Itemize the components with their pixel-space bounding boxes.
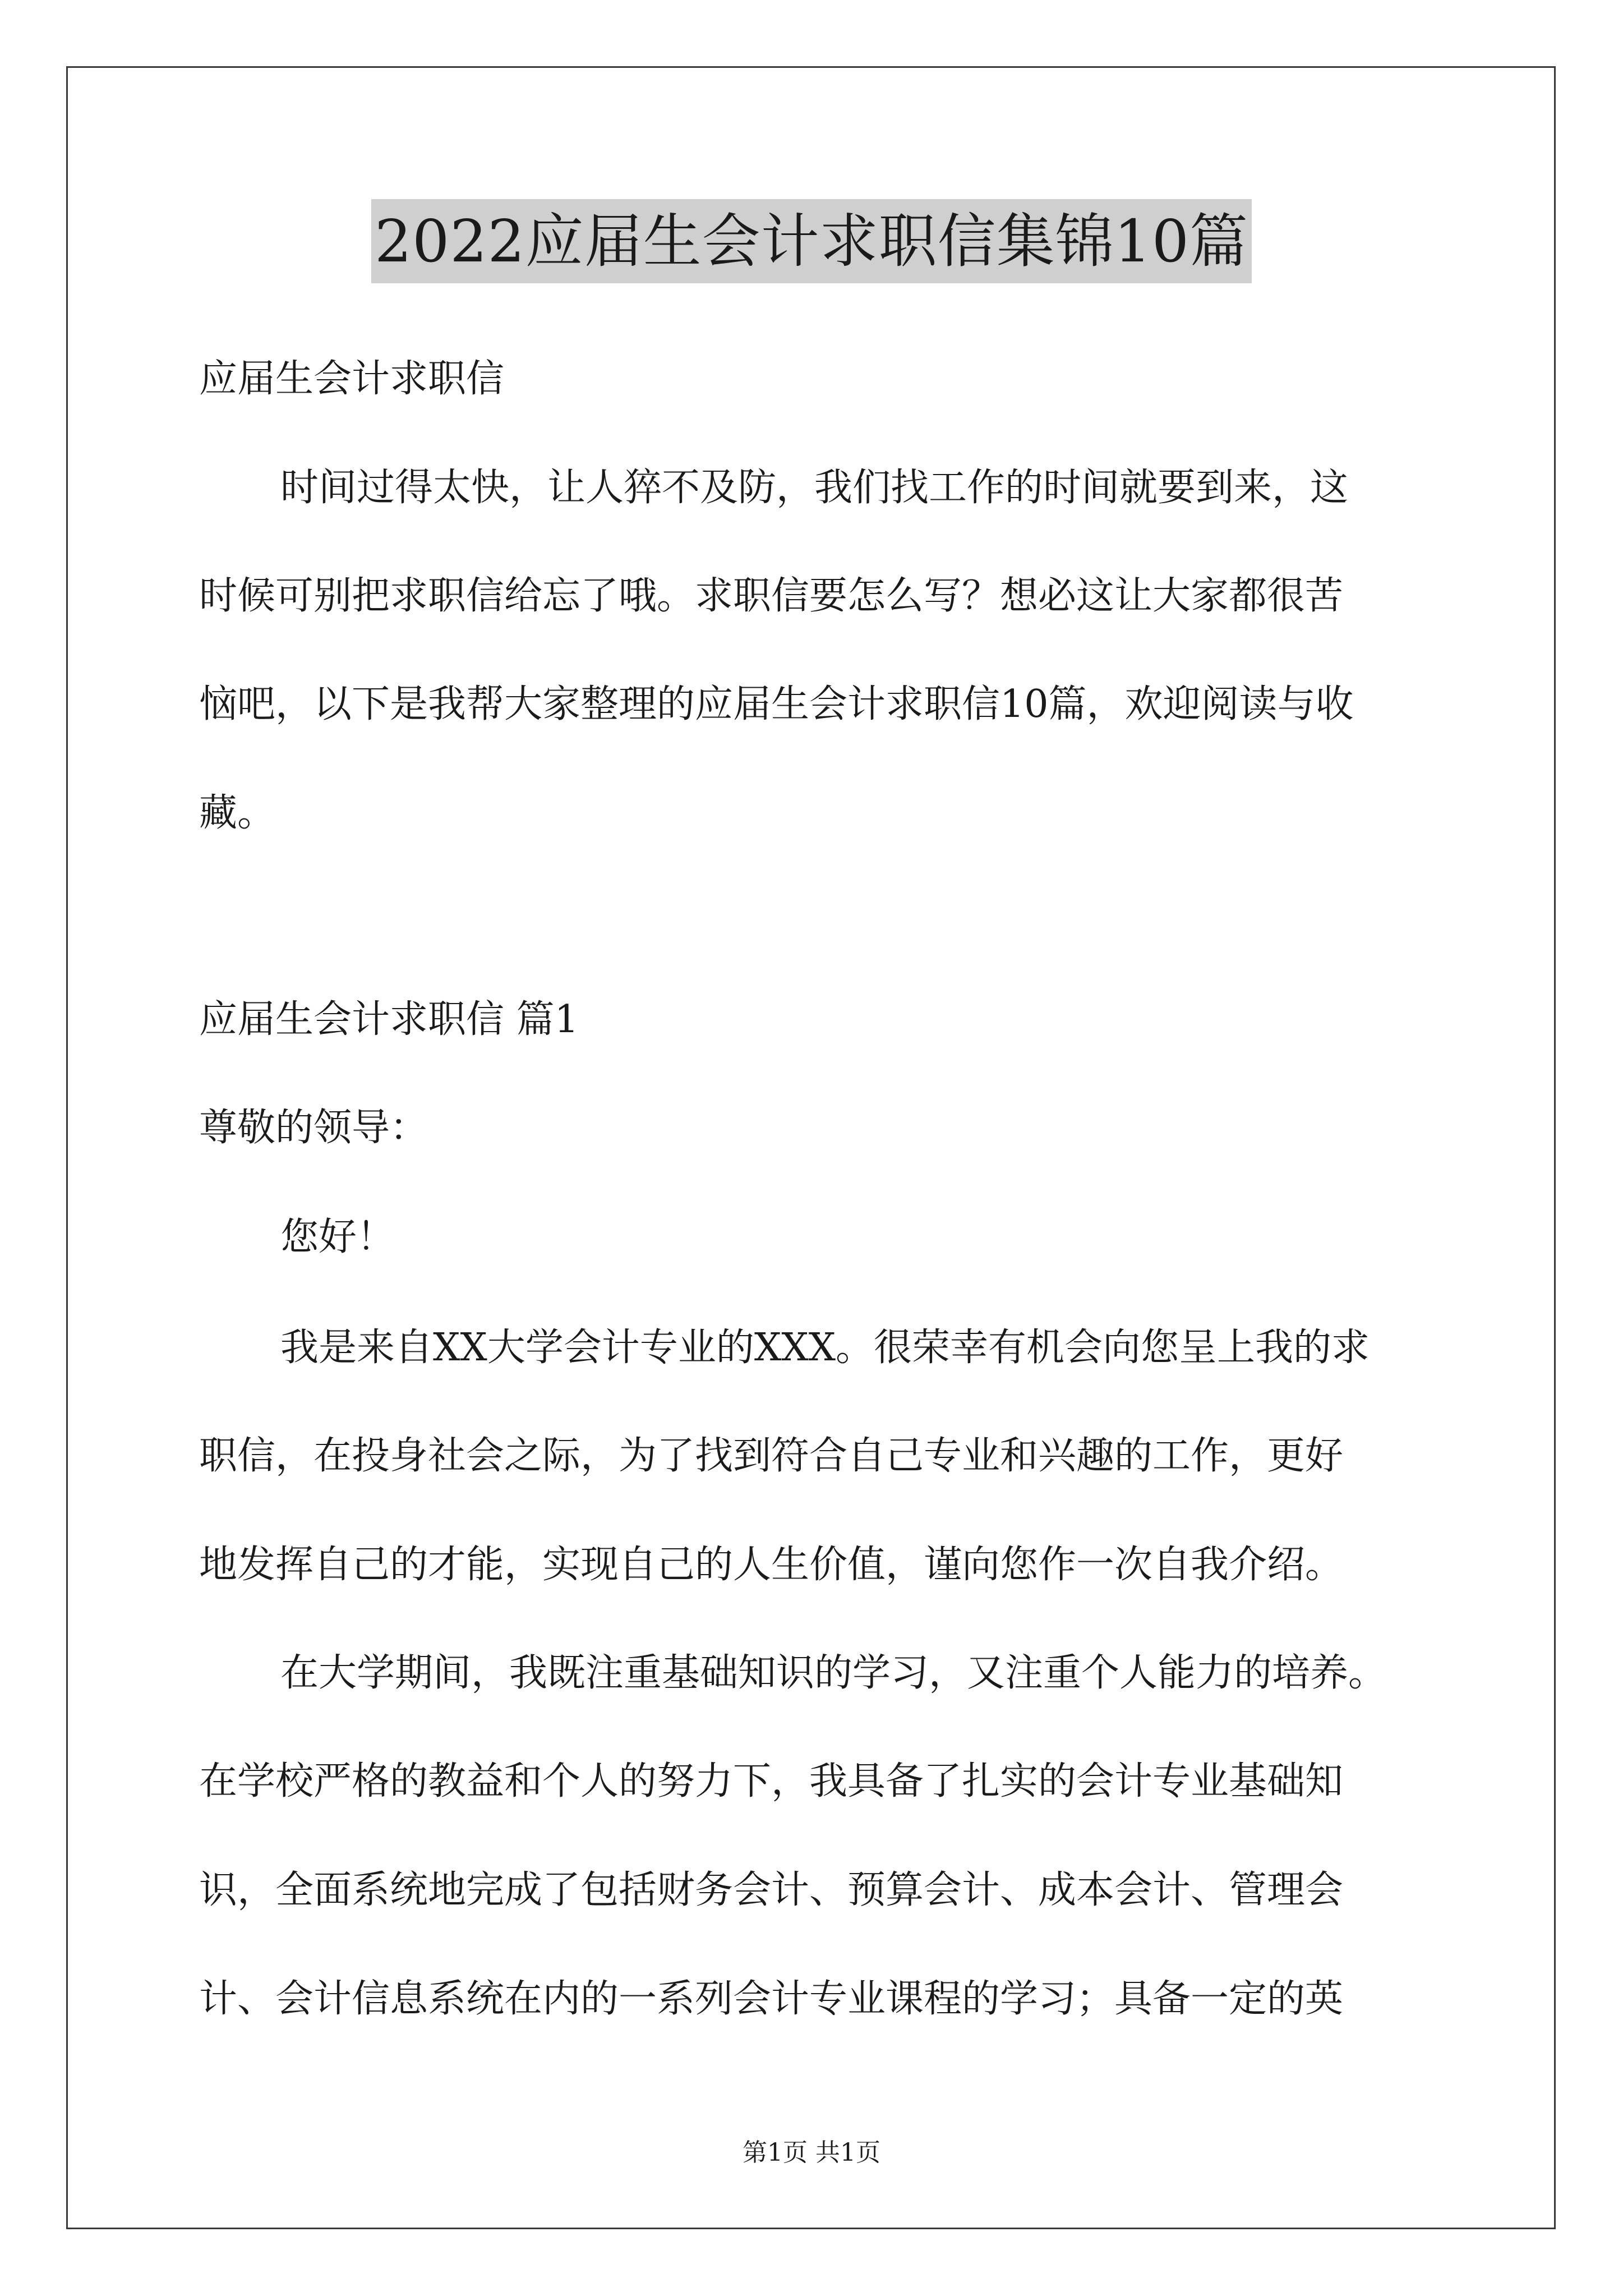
greeting: 您好！ xyxy=(280,1215,395,1259)
intro-paragraph-line: 恼吧，以下是我帮大家整理的应届生会计求职信10篇，欢迎阅读与收 xyxy=(199,682,1354,726)
body-paragraph-line: 我是来自XX大学会计专业的XXX。很荣幸有机会向您呈上我的求 xyxy=(280,1326,1370,1370)
body-paragraph-line: 识，全面系统地完成了包括财务会计、预算会计、成本会计、管理会 xyxy=(199,1868,1344,1912)
intro-paragraph-line: 时候可别把求职信给忘了哦。求职信要怎么写？想必这让大家都很苦 xyxy=(199,574,1344,618)
section-heading: 应届生会计求职信 篇1 xyxy=(199,997,579,1042)
salutation: 尊敬的领导： xyxy=(199,1106,428,1150)
intro-paragraph-line: 时间过得太快，让人猝不及防，我们找工作的时间就要到来，这 xyxy=(280,466,1349,510)
body-paragraph-line: 在学校严格的教益和个人的努力下，我具备了扎实的会计专业基础知 xyxy=(199,1759,1344,1803)
body-paragraph-line: 地发挥自己的才能，实现自己的人生价值，谨向您作一次自我介绍。 xyxy=(199,1543,1344,1587)
intro-paragraph-line: 藏。 xyxy=(199,791,276,835)
body-paragraph-line: 计、会计信息系统在内的一系列会计专业课程的学习；具备一定的英 xyxy=(199,1977,1344,2021)
page-footer: 第1页 共1页 xyxy=(743,2138,880,2167)
intro-heading: 应届生会计求职信 xyxy=(199,357,505,401)
title-container xyxy=(0,199,1623,283)
document-title: 2022应届生会计求职信集锦10篇 xyxy=(371,199,1252,283)
body-paragraph-line: 在大学期间，我既注重基础知识的学习，又注重个人能力的培养。 xyxy=(280,1651,1387,1695)
body-paragraph-line: 职信，在投身社会之际，为了找到符合自己专业和兴趣的工作，更好 xyxy=(199,1434,1344,1478)
